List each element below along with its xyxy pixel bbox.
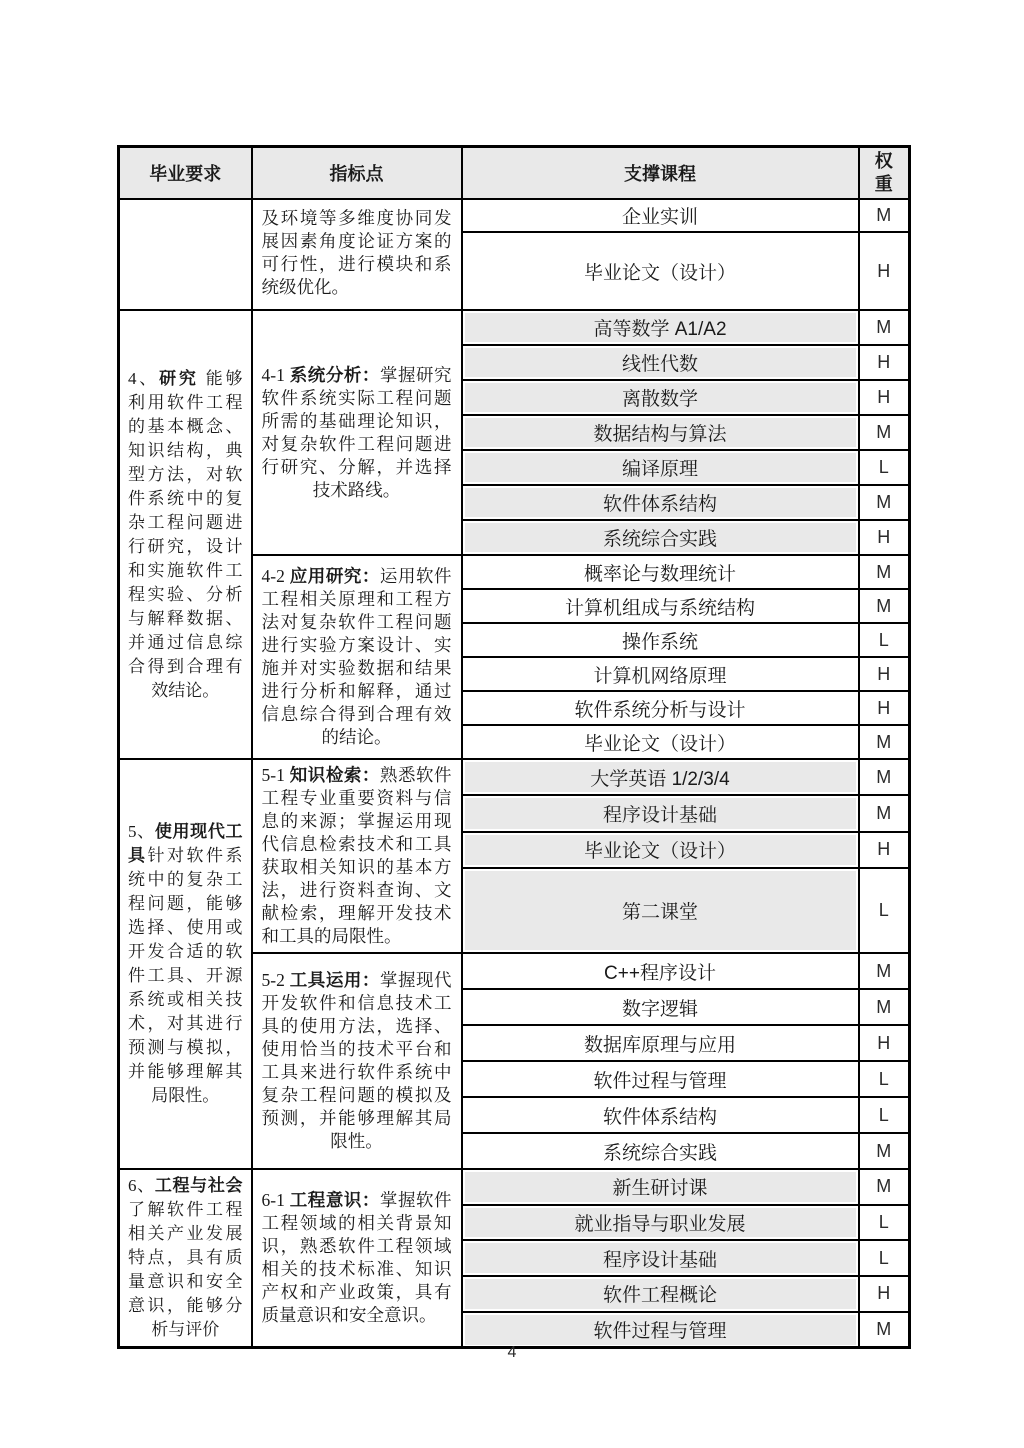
page-number: 4: [507, 1344, 517, 1361]
course-cell: 软件系统分析与设计: [462, 691, 859, 725]
requirement-keyword: 研究: [159, 368, 199, 388]
weight-cell: M: [859, 485, 910, 520]
course-cell: 离散数学: [462, 380, 859, 415]
requirement-cell-4: [119, 310, 252, 759]
indicator-cell-6-1: [252, 1169, 462, 1348]
weight-cell: L: [859, 1205, 910, 1241]
course-cell: 数据库原理与应用: [462, 1025, 859, 1061]
indicator-number: 6-1: [261, 1190, 290, 1210]
weight-cell: H: [859, 232, 910, 310]
col-header-indicator-point: 指标点: [252, 147, 462, 200]
indicator-keyword: 工程意识：: [289, 1190, 380, 1210]
course-cell: 软件体系结构: [462, 485, 859, 520]
weight-cell: L: [859, 1240, 910, 1276]
weight-cell: L: [859, 868, 910, 953]
course-cell: 软件工程概论: [462, 1276, 859, 1312]
weight-cell: M: [859, 759, 910, 795]
weight-cell: H: [859, 1025, 910, 1061]
indicator-number: 5-2: [261, 970, 290, 990]
indicator-number: 4-1: [261, 364, 290, 385]
course-cell: 计算机组成与系统结构: [462, 589, 859, 623]
indicator-number: 4-2: [261, 566, 290, 586]
requirement-text: 针对软件系统中的复杂工程问题，能够选择、使用或开发合适的软件工具、开源系统或相关技术，对其进行预测与模拟，并能够理解其局限性。: [128, 846, 243, 1105]
col-header-graduation-requirement: 毕业要求: [119, 147, 252, 200]
course-cell: 新生研讨课: [462, 1169, 859, 1205]
course-cell: 编译原理: [462, 450, 859, 485]
requirement-cell-blank: [119, 199, 252, 310]
course-cell: 操作系统: [462, 623, 859, 657]
course-cell: 线性代数: [462, 345, 859, 380]
course-cell: 数据结构与算法: [462, 415, 859, 450]
col-header-weight: 权重: [859, 147, 910, 200]
course-cell: 毕业论文（设计）: [462, 725, 859, 759]
indicator-text: 掌握现代开发软件和信息技术工具的使用方法，选择、使用恰当的技术平台和工具来进行软件系统中复杂工程问题的模拟及预测，并能够理解其局限性。: [261, 970, 452, 1151]
weight-cell: L: [859, 623, 910, 657]
weight-cell: M: [859, 1312, 910, 1348]
weight-cell: M: [859, 555, 910, 589]
table-row: [119, 1169, 910, 1205]
weight-cell: H: [859, 345, 910, 380]
weight-cell: L: [859, 1061, 910, 1097]
indicator-cell-5-1: [252, 759, 462, 953]
col-header-supporting-courses: 支撑课程: [462, 147, 859, 200]
indicator-text: 运用软件工程相关原理和工程方法对复杂软件工程问题进行实验方案设计、实施并对实验数据和结果进行分析和解释，通过信息综合得到合理有效的结论。: [261, 566, 452, 747]
table-row: [119, 199, 910, 232]
requirement-keyword: 工程与社会: [154, 1176, 243, 1195]
course-cell: 第二课堂: [462, 868, 859, 953]
indicator-number: 5-1: [261, 765, 290, 785]
weight-cell: H: [859, 1276, 910, 1312]
weight-cell: M: [859, 953, 910, 989]
requirement-number: 5、: [128, 822, 155, 841]
weight-cell: M: [859, 1133, 910, 1169]
requirement-text: 了解软件工程相关产业发展特点，具有质量意识和安全意识，能够分析与评价: [128, 1200, 243, 1339]
course-cell: 程序设计基础: [462, 795, 859, 831]
weight-cell: M: [859, 199, 910, 232]
weight-cell: H: [859, 691, 910, 725]
indicator-keyword: 系统分析：: [289, 364, 380, 385]
weight-cell: M: [859, 725, 910, 759]
indicator-cell-4-1: [252, 310, 462, 555]
course-cell: 高等数学 A1/A2: [462, 310, 859, 345]
course-cell: 企业实训: [462, 199, 859, 232]
indicator-keyword: 工具运用：: [289, 970, 380, 990]
course-cell: 概率论与数理统计: [462, 555, 859, 589]
course-cell: 就业指导与职业发展: [462, 1205, 859, 1241]
weight-cell: H: [859, 380, 910, 415]
indicator-keyword: 应用研究：: [289, 566, 380, 586]
weight-cell: M: [859, 795, 910, 831]
table-row: [119, 310, 910, 345]
indicator-text: 熟悉软件工程专业重要资料与信息的来源；掌握运用现代信息检索技术和工具获取相关知识的基本方法，进行资料查询、文献检索，理解开发技术和工具的局限性。: [261, 765, 452, 946]
indicator-cell-4-2: [252, 555, 462, 759]
requirement-cell-6: [119, 1169, 252, 1348]
requirement-cell-5: [119, 759, 252, 1169]
curriculum-matrix-table: [117, 145, 911, 1349]
course-cell: 计算机网络原理: [462, 657, 859, 691]
indicator-keyword: 知识检索：: [289, 765, 380, 785]
course-cell: 毕业论文（设计）: [462, 232, 859, 310]
weight-cell: H: [859, 832, 910, 868]
table-header-row: [119, 147, 910, 200]
weight-cell: M: [859, 989, 910, 1025]
indicator-text: 掌握软件工程领域的相关背景知识，熟悉软件工程领域相关的技术标准、知识产权和产业政策，具有质量意识和安全意识。: [261, 1190, 452, 1325]
requirement-keyword: 使用现代工具: [128, 822, 243, 865]
indicator-cell-continuation: [252, 199, 462, 310]
table-row: [119, 759, 910, 795]
course-cell: 毕业论文（设计）: [462, 832, 859, 868]
weight-cell: M: [859, 310, 910, 345]
course-cell: C++程序设计: [462, 953, 859, 989]
requirement-text: 能够利用软件工程的基本概念、知识结构，典型方法，对软件系统中的复杂工程问题进行研究，设计和实施软件工程实验、分析与解释数据、并通过信息综合得到合理有效结论。: [128, 368, 243, 700]
weight-cell: M: [859, 589, 910, 623]
course-cell: 数字逻辑: [462, 989, 859, 1025]
weight-cell: M: [859, 415, 910, 450]
course-cell: 程序设计基础: [462, 1240, 859, 1276]
course-cell: 系统综合实践: [462, 1133, 859, 1169]
course-cell: 软件过程与管理: [462, 1312, 859, 1348]
requirement-number: 6、: [128, 1176, 155, 1195]
indicator-text: 及环境等多维度协同发展因素角度论证方案的可行性，进行模块和系统级优化。: [261, 208, 452, 297]
indicator-text: 掌握研究软件系统实际工程问题所需的基础理论知识，对复杂软件工程问题进行研究、分解，并选择技术路线。: [261, 364, 452, 500]
course-cell: 系统综合实践: [462, 520, 859, 555]
weight-cell: L: [859, 450, 910, 485]
weight-cell: M: [859, 1169, 910, 1205]
weight-cell: H: [859, 520, 910, 555]
course-cell: 软件过程与管理: [462, 1061, 859, 1097]
indicator-cell-5-2: [252, 953, 462, 1169]
course-cell: 软件体系结构: [462, 1097, 859, 1133]
weight-cell: H: [859, 657, 910, 691]
requirement-number: 4、: [128, 368, 160, 388]
weight-cell: L: [859, 1097, 910, 1133]
course-cell: 大学英语 1/2/3/4: [462, 759, 859, 795]
